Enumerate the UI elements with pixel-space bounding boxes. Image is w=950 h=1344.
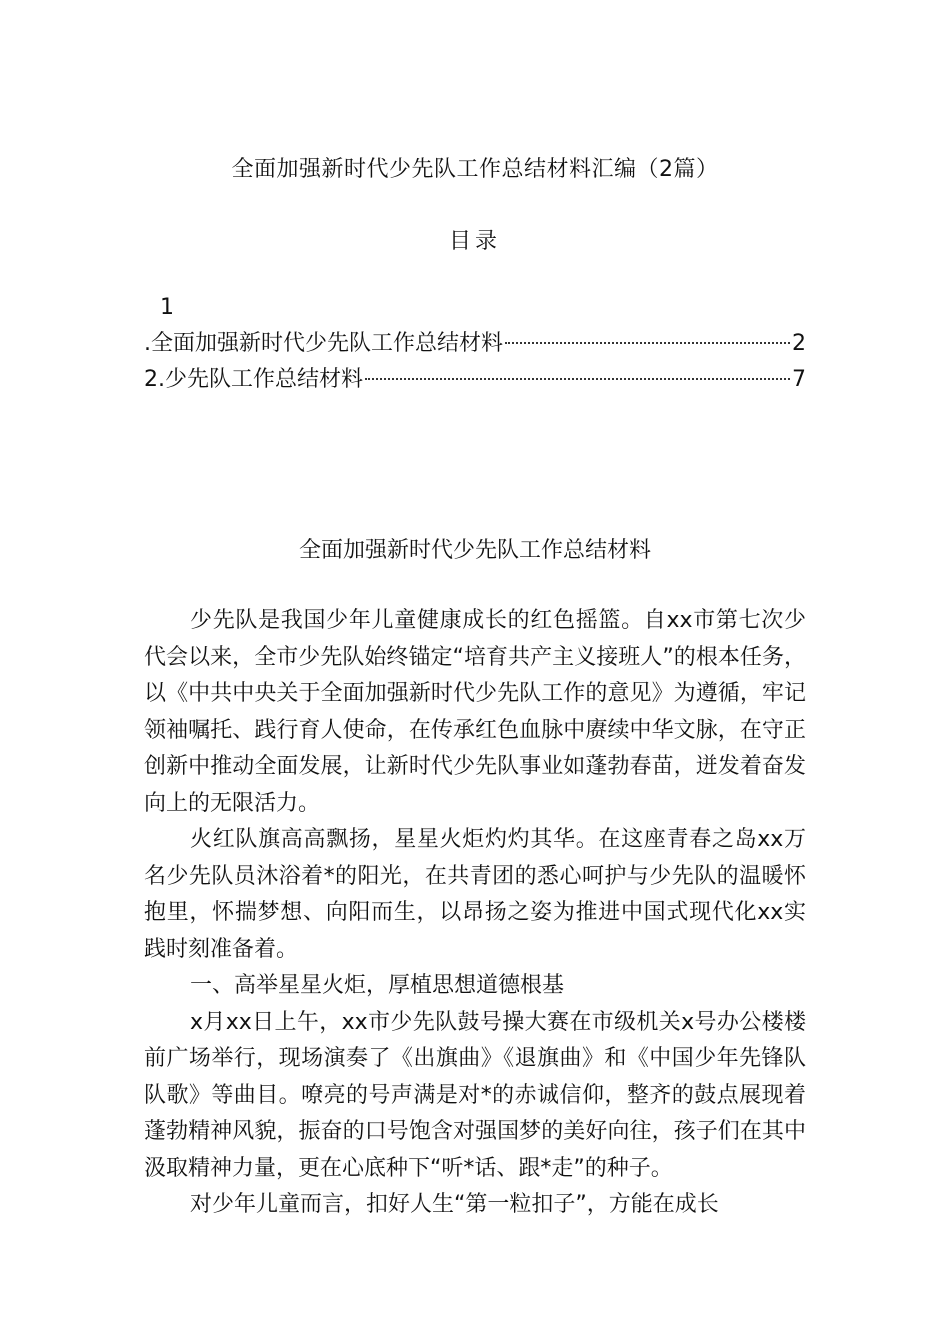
toc-item-number: 1 xyxy=(160,295,174,320)
toc-item-page: 7 xyxy=(792,367,806,392)
toc-leader-dots xyxy=(365,378,790,380)
section-heading: 一、高举星星火炬，厚植思想道德根基 xyxy=(190,973,565,998)
paragraph: 少先队是我国少年儿童健康成长的红色摇篮。自xx市第七次少代会以来，全市少先队始终锚定“培育共产主义接班人”的根本任务，以《中共中央关于全面加强新时代少先队工作的意见》为遵循，牢记领袖嘱托、践行育人使命，在传承红色血脉中赓续中华文脉，在守正创新中推动全面发展，让新时代少先队事业如蓬勃春苗，迸发着奋发向上的无限活力。 xyxy=(144,608,806,816)
toc-item-1[interactable] xyxy=(144,328,806,360)
paragraph: x月xx日上午，xx市少先队鼓号操大赛在市级机关x号办公楼楼前广场举行，现场演奏了《出旗曲》《退旗曲》和《中国少年先锋队队歌》等曲目。嘹亮的号声满是对*的赤诚信仰，整齐的鼓点展现着蓬勃精神风貌，振奋的口号饱含对强国梦的美好向往，孩子们在其中汲取精神力量，更在心底种下“听*话、跟*走”的种子。 xyxy=(144,1009,806,1181)
document-title: 全面加强新时代少先队工作总结材料汇编（2篇） xyxy=(231,157,719,182)
paragraph: 火红队旗高高飘扬，星星火炬灼灼其华。在这座青春之岛xx万名少先队员沐浴着*的阳光，在共青团的悉心呵护与少先队的温暖怀抱里，怀揣梦想、向阳而生，以昂扬之姿为推进中国式现代化xx实践时刻准备着。 xyxy=(144,827,806,962)
toc-item-label: .全面加强新时代少先队工作总结材料 xyxy=(144,331,503,356)
toc-item-label: 2.少先队工作总结材料 xyxy=(144,367,363,392)
toc-item-page: 2 xyxy=(792,331,806,356)
toc-item-2[interactable] xyxy=(144,364,806,396)
article-title: 全面加强新时代少先队工作总结材料 xyxy=(298,538,651,563)
toc-leader-dots xyxy=(505,342,790,344)
toc-heading: 目录 xyxy=(448,229,501,254)
article-body xyxy=(144,603,806,1224)
paragraph: 对少年儿童而言，扣好人生“第一粒扣子”，方能在成长 xyxy=(190,1192,719,1217)
